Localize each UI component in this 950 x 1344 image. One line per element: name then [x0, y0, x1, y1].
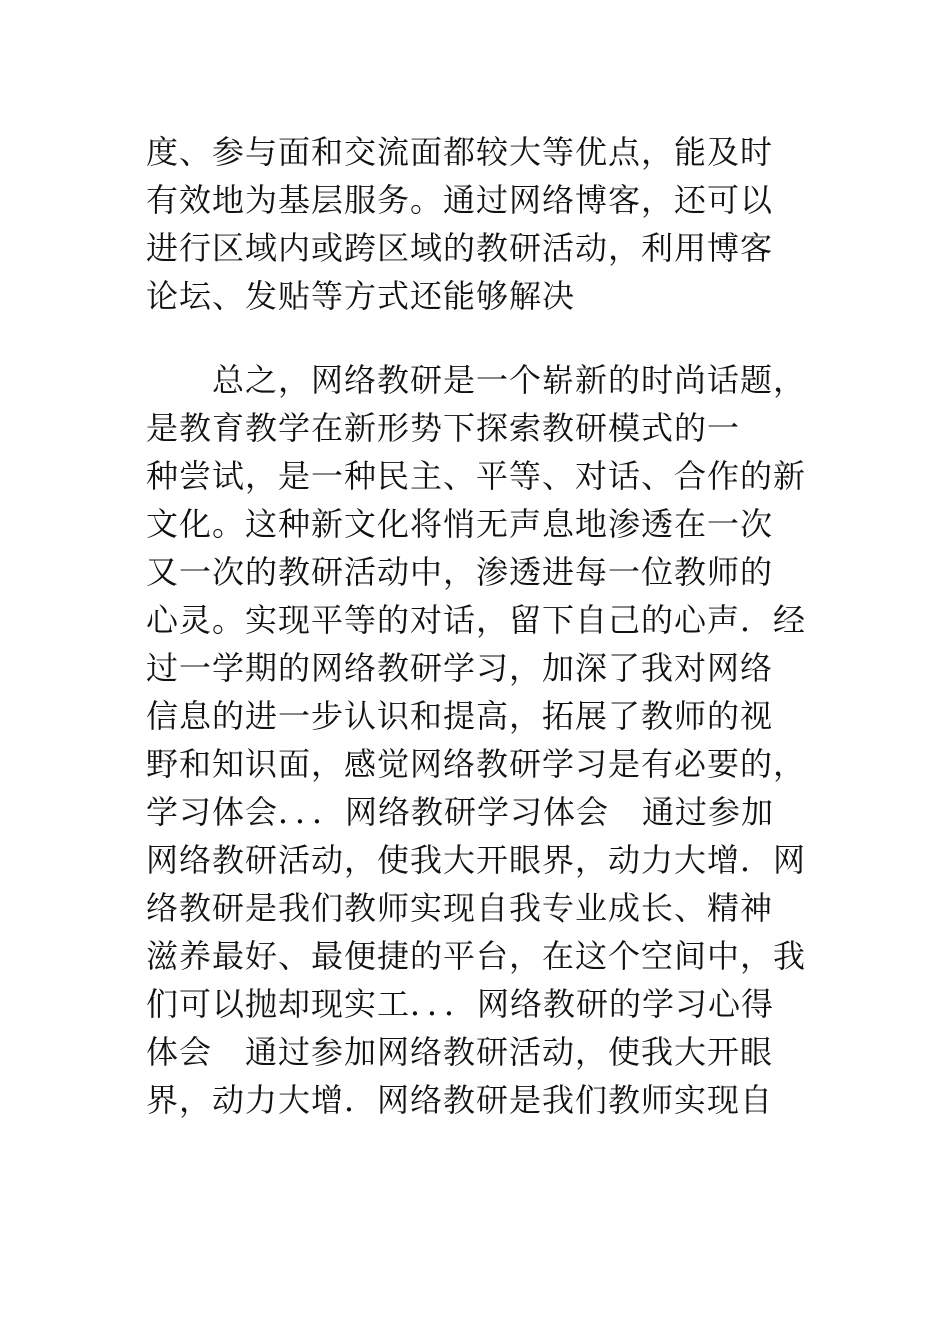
- paragraph-line: 心灵。实现平等的对话，留下自己的心声．经: [146, 601, 807, 639]
- paragraph-line: 学习体会．．．网络教研学习体会 通过参加: [146, 793, 775, 831]
- paragraph-line: 网络教研活动，使我大开眼界，动力大增．网: [146, 841, 807, 879]
- paragraph-line: 信息的进一步认识和提高，拓展了教师的视: [146, 697, 774, 735]
- paragraph-line: 体会 通过参加网络教研活动，使我大开眼: [146, 1033, 774, 1071]
- paragraph-line: 有效地为基层服务。通过网络博客，还可以: [146, 181, 774, 219]
- paragraph-line: 野和知识面，感觉网络教研学习是有必要的，: [146, 745, 807, 783]
- paragraph-line: 过一学期的网络教研学习，加深了我对网络: [146, 649, 774, 687]
- paragraph-line: 们可以抛却现实工．．．网络教研的学习心得: [146, 985, 775, 1023]
- paragraph-line: 论坛、发贴等方式还能够解决: [146, 277, 576, 315]
- paragraph-line: 络教研是我们教师实现自我专业成长、精神: [146, 889, 774, 927]
- paragraph-1: [146, 128, 846, 320]
- paragraph-line: 滋养最好、最便捷的平台，在这个空间中，我: [146, 937, 807, 975]
- paragraph-line: 是教育教学在新形势下探索教研模式的一: [146, 409, 741, 447]
- paragraph-line: 文化。这种新文化将悄无声息地渗透在一次: [146, 505, 774, 543]
- paragraph-line: 度、参与面和交流面都较大等优点，能及时: [146, 133, 774, 171]
- paragraph-line: 种尝试，是一种民主、平等、对话、合作的新: [146, 457, 807, 495]
- paragraph-line: 又一次的教研活动中，渗透进每一位教师的: [146, 553, 774, 591]
- paragraph-2: [146, 356, 846, 1124]
- paragraph-line: 进行区域内或跨区域的教研活动，利用博客: [146, 229, 774, 267]
- paragraph-line: 界，动力大增．网络教研是我们教师实现自: [146, 1081, 774, 1119]
- paragraph-line: 总之，网络教研是一个崭新的时尚话题，: [146, 361, 807, 399]
